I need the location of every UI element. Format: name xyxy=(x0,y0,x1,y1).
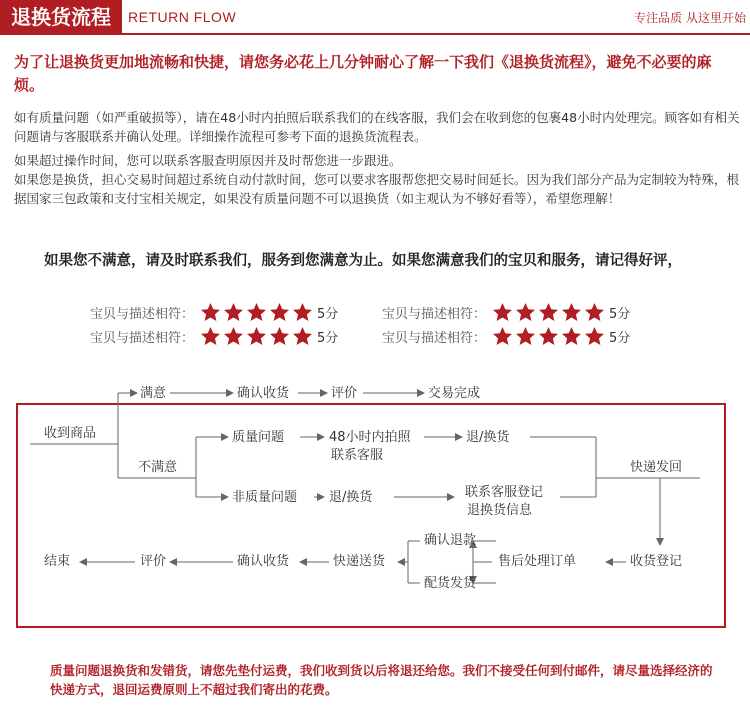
star-icon xyxy=(292,302,313,323)
rating-stars xyxy=(200,302,315,323)
flow-deal-done: 交易完成 xyxy=(428,386,481,401)
paragraph-exchange: 如果您是换货，担心交易时间超过系统自动付款时间，您可以要求客服帮您把交易时间延长。因为我们部分产品为定制较为特殊，根据国家三包政策和支付宝相关规定，如果没有质量问题不可以退换货（如主观认为不够好看等），希望您理解！ xyxy=(14,172,740,206)
star-icon xyxy=(269,326,290,347)
star-icon xyxy=(515,302,536,323)
page-title-en: RETURN FLOW xyxy=(128,9,237,25)
header-divider xyxy=(0,33,750,35)
paragraph-quality: 如有质量问题（如严重破损等），请在48小时内拍照后联系我们的在线客服，我们会在收到您的包裹48小时内处理完。顾客如有相关问题请与客服联系并确认处理。详细操作流程可参考下面的退换货流程表。 xyxy=(14,110,740,144)
rating-score: 5分 xyxy=(317,307,339,322)
flow-register-line2: 退换货信息 xyxy=(467,503,533,518)
flow-return-exchange-2: 退/换货 xyxy=(329,490,373,505)
flow-connectors xyxy=(0,370,750,640)
star-icon xyxy=(538,302,559,323)
flow-quality-issue: 质量问题 xyxy=(232,430,285,445)
page-title: 退换货流程 xyxy=(0,0,122,34)
star-icon xyxy=(292,326,313,347)
rating-label: 宝贝与描述相符： xyxy=(382,331,487,346)
flow-receive-goods: 收到商品 xyxy=(44,426,97,441)
flow-photo-48h-line1: 48小时内拍照 xyxy=(329,430,411,445)
star-icon xyxy=(584,302,605,323)
flow-courier-return: 快递发回 xyxy=(630,460,683,475)
flow-return-exchange-1: 退/换货 xyxy=(466,430,510,445)
flow-unsatisfied: 不满意 xyxy=(138,460,178,475)
flow-end: 结束 xyxy=(44,554,71,569)
flow-photo-48h-line2: 联系客服 xyxy=(331,448,384,463)
flow-review-bottom: 评价 xyxy=(140,554,167,569)
rating-label: 宝贝与描述相符： xyxy=(90,307,195,322)
rating-label: 宝贝与描述相符： xyxy=(90,331,195,346)
intro-text: 为了让退换货更加地流畅和快捷，请您务必花上几分钟耐心了解一下我们《退换货流程》，避免不必要的麻烦。 xyxy=(14,53,712,94)
rating-label: 宝贝与描述相符： xyxy=(382,307,487,322)
star-icon xyxy=(223,326,244,347)
flow-satisfied: 满意 xyxy=(140,386,167,401)
star-icon xyxy=(223,302,244,323)
star-icon xyxy=(515,326,536,347)
rating-row xyxy=(382,326,630,347)
flow-review-top: 评价 xyxy=(331,386,358,401)
star-icon xyxy=(561,302,582,323)
flow-courier-ship: 快递送货 xyxy=(333,554,386,569)
star-icon xyxy=(269,302,290,323)
rating-row xyxy=(90,326,338,347)
flow-register-line1: 联系客服登记 xyxy=(465,485,544,500)
flow-non-quality-issue: 非质量问题 xyxy=(232,490,298,505)
star-icon xyxy=(246,326,267,347)
flow-confirm-receipt-top: 确认收货 xyxy=(237,386,290,401)
rating-stars xyxy=(200,326,315,347)
star-icon xyxy=(200,326,221,347)
rating-row xyxy=(90,302,338,323)
flow-confirm-refund: 确认退款 xyxy=(424,533,477,548)
rating-row xyxy=(382,302,630,323)
star-icon xyxy=(492,326,513,347)
flow-receipt-register: 收货登记 xyxy=(630,554,683,569)
slogan: 专注品质 从这里开始 xyxy=(634,11,746,25)
star-icon xyxy=(492,302,513,323)
satisfaction-text: 如果您不满意，请及时联系我们，服务到您满意为止。如果您满意我们的宝贝和服务，请记得好评， xyxy=(44,253,682,269)
flow-confirm-receipt-bottom: 确认收货 xyxy=(237,554,290,569)
header xyxy=(0,0,750,34)
star-icon xyxy=(584,326,605,347)
star-icon xyxy=(246,302,267,323)
paragraph-overtime: 如果超过操作时间，您可以联系客服查明原因并及时帮您进一步跟进。 xyxy=(14,153,402,168)
rating-score: 5分 xyxy=(317,331,339,346)
flow-aftersale-order: 售后处理订单 xyxy=(498,554,577,569)
shipping-notice: 质量问题退换货和发错货，请您先垫付运费，我们收到货以后将退还给您。我们不接受任何到付邮件，请尽量选择经济的快递方式，退回运费原则上不超过我们寄出的花费。 xyxy=(50,663,713,697)
flow-pack-ship: 配货发货 xyxy=(424,576,477,591)
star-icon xyxy=(561,326,582,347)
rating-score: 5分 xyxy=(609,331,631,346)
star-icon xyxy=(538,326,559,347)
rating-score: 5分 xyxy=(609,307,631,322)
rating-stars xyxy=(492,302,607,323)
rating-stars xyxy=(492,326,607,347)
star-icon xyxy=(200,302,221,323)
